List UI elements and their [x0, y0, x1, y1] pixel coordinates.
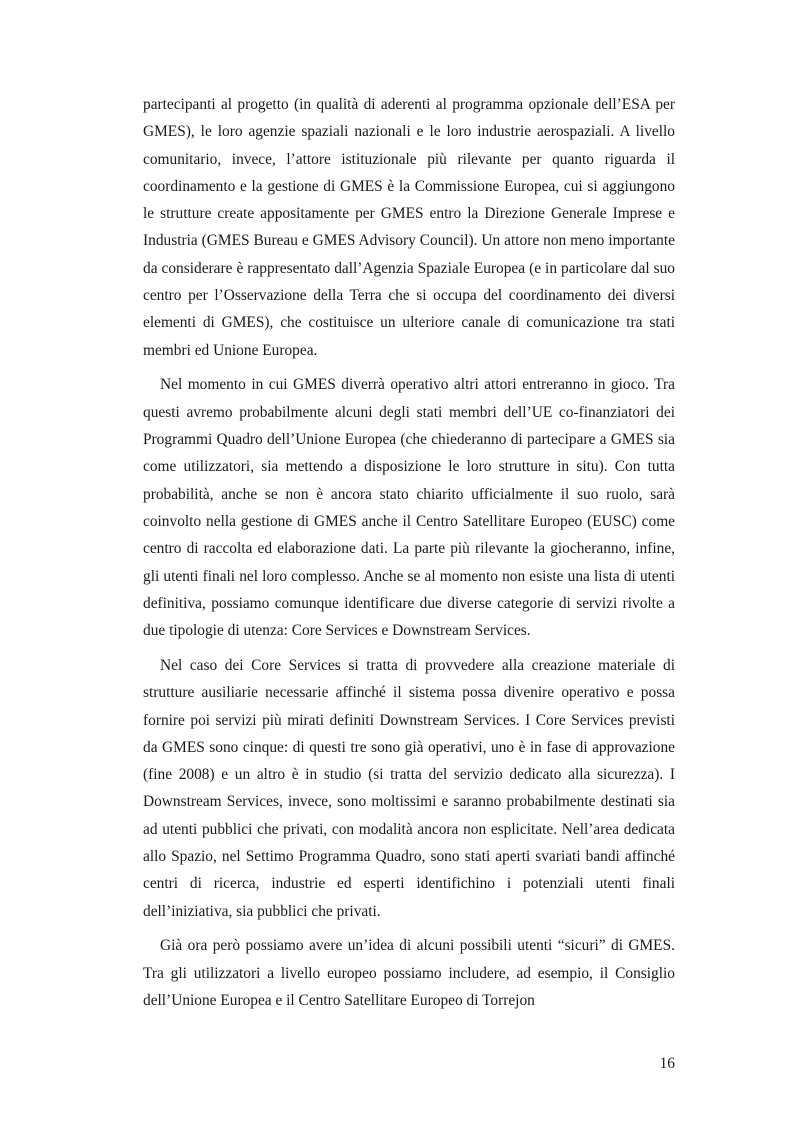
- page-number: 16: [659, 1055, 675, 1072]
- paragraph-other-actors: Nel momento in cui GMES diverrà operativo altri attori entreranno in gioco. Tra questi avremo probabilmente alcuni degli stati membri dell’UE co-finanziatori dei Programmi Quadro dell’Unione Europea (che chiederanno di partecipare a GMES sia come utilizzatori, sia mettendo a disposizione le loro strutture in situ). Con tutta probabilità, anche se non è ancora stato chiarito ufficialmente il suo ruolo, sarà coinvolto nella gestione di GMES anche il Centro Satellitare Europeo (EUSC) come centro di raccolta ed elaborazione dati. La parte più rilevante la giocheranno, infine, gli utenti finali nel loro complesso. Anche se al momento non esiste una lista di utenti definitiva, possiamo comunque identificare due diverse categorie di servizi rivolte a due tipologie di utenza: Core Services e Downstream Services.: [143, 376, 675, 640]
- body-text: [143, 91, 675, 1022]
- paragraph-core-services: Nel caso dei Core Services si tratta di provvedere alla creazione materiale di strutture ausiliarie necessarie affinché il sistema possa divenire operativo e possa fornire poi servizi più mirati definiti Downstream Services. I Core Services previsti da GMES sono cinque: di questi tre sono già operativi, uno è in fase di approvazione (fine 2008) e un altro è in studio (si tratta del servizio dedicato alla sicurezza). I Downstream Services, invece, sono moltissimi e saranno probabilmente destinati sia ad utenti pubblici che privati, con modalità ancora non esplicitate. Nell’area dedicata allo Spazio, nel Settimo Programma Quadro, sono stati aperti svariati bandi affinché centri di ricerca, industrie ed esperti identifichino i potenziali utenti finali dell’iniziativa, sia pubblici che privati.: [143, 656, 675, 920]
- paragraph-sure-users: Già ora però possiamo avere un’idea di alcuni possibili utenti “sicuri” di GMES. Tra gli utilizzatori a livello europeo possiamo includere, ad esempio, il Consiglio dell’Unione Europea e il Centro Satellitare Europeo di Torrejon: [143, 937, 675, 1009]
- paragraph-continuation: partecipanti al progetto (in qualità di aderenti al programma opzionale dell’ESA per GMES), le loro agenzie spaziali nazionali e le loro industrie aerospaziali. A livello comunitario, invece, l’attore istituzionale più rilevante per quanto riguarda il coordinamento e la gestione di GMES è la Commissione Europea, cui si aggiungono le strutture create appositamente per GMES entro la Direzione Generale Imprese e Industria (GMES Bureau e GMES Advisory Council). Un attore non meno importante da considerare è rappresentato dall’Agenzia Spaziale Europea (e in particolare dal suo centro per l’Osservazione della Terra che si occupa del coordinamento dei diversi elementi di GMES), che costituisce un ulteriore canale di comunicazione tra stati membri ed Unione Europea.: [143, 96, 675, 359]
